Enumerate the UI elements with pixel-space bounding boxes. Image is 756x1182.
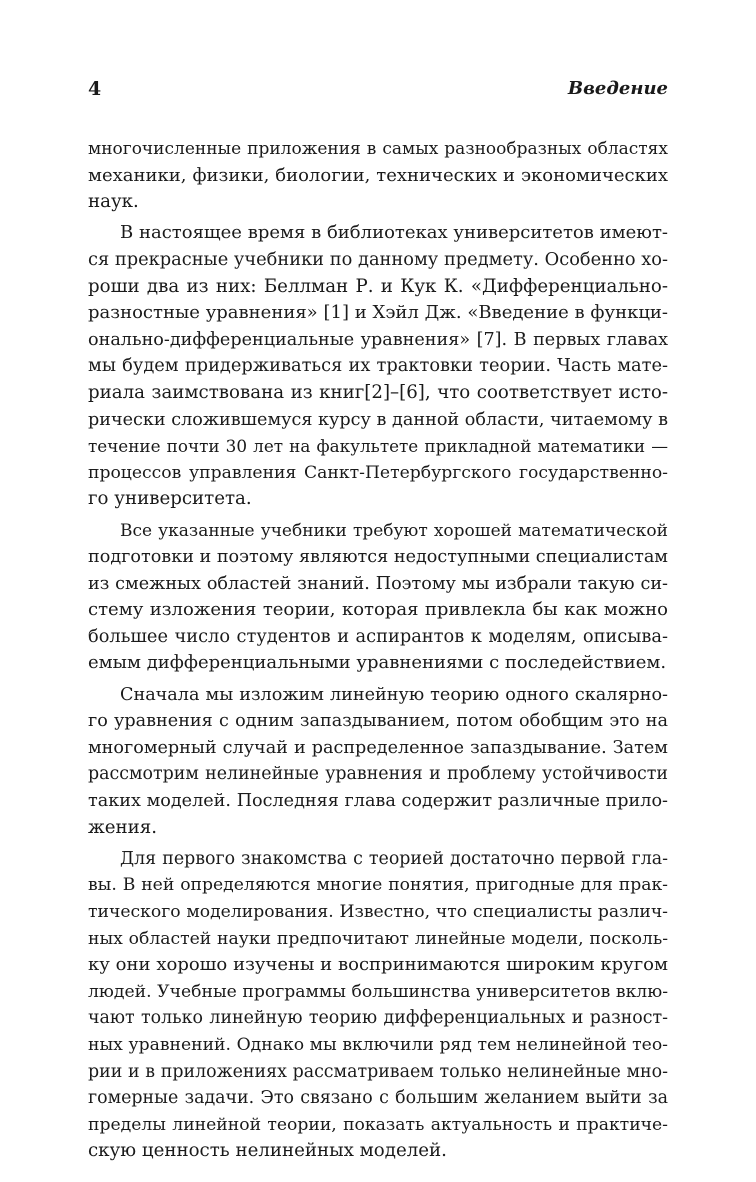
text-line: ся прекрасные учебники по данному предмету. Особенно хо- (88, 248, 668, 270)
paragraph (88, 846, 668, 1165)
text-line: чают только линейную теорию дифференциальных и разност- (88, 1008, 668, 1029)
text-line: многочисленные приложения в самых разнообразных областях (88, 139, 668, 159)
paragraph (88, 518, 668, 678)
page-number: 4 (88, 78, 102, 100)
text-line: гомерные задачи. Это связано с большим желанием выйти за (88, 1088, 668, 1109)
paragraph (88, 220, 668, 513)
text-line: вы. В ней определяются многие понятия, пригодные для прак- (88, 875, 668, 896)
text-line: рии и в приложениях рассматриваем только нелинейные мно- (88, 1061, 668, 1082)
text-line: Сначала мы изложим линейную теорию одного скалярно- (120, 684, 668, 705)
text-line: людей. Учебные программы большинства университетов вклю- (88, 981, 668, 1002)
text-line: тического моделирования. Известно, что специалисты различ- (88, 902, 668, 922)
text-line: рически сложившемуся курсу в данной области, читаемому в (88, 409, 668, 430)
text-line: течение почти 30 лет на факультете прикладной математики — (88, 436, 668, 457)
text-line: ных областей науки предпочитают линейные модели, посколь- (88, 928, 668, 949)
text-line: ных уравнений. Однако мы включили ряд тем нелинейной тео- (88, 1034, 668, 1055)
text-line: рассмотрим нелинейные уравнения и проблему устойчивости (88, 764, 668, 785)
body-text (88, 136, 668, 1165)
text-line: таких моделей. Последняя глава содержит различные прило- (88, 791, 668, 812)
paragraph (88, 136, 668, 216)
text-line: емым дифференциальными уравнениями с последействием. (88, 652, 667, 674)
text-line: разностные уравнения» [1] и Хэйл Дж. «Введение в функци- (88, 302, 668, 324)
text-line: пределы линейной теории, показать актуальность и практиче- (88, 1114, 668, 1135)
text-line: роши два из них: Беллман Р. и Кук К. «Дифференциально- (88, 275, 668, 297)
text-line: подготовки и поэтому являются недоступными специалистам (88, 547, 668, 568)
text-line: онально-дифференциальные уравнения» [7]. В первых главах (88, 329, 668, 350)
text-line: стему изложения теории, которая привлекла бы как можно (88, 599, 668, 621)
text-line: В настоящее время в библиотеках университетов имеют- (120, 222, 668, 244)
text-line: мы будем придерживаться их трактовки теории. Часть мате- (88, 355, 668, 377)
text-line: жения. (88, 816, 157, 838)
text-line: большее число студентов и аспирантов к моделям, описыва- (88, 625, 668, 647)
text-line: многомерный случай и распределенное запаздывание. Затем (88, 737, 668, 758)
paragraph (88, 682, 668, 842)
text-line: из смежных областей знаний. Поэтому мы избрали такую си- (88, 573, 668, 594)
text-line: скую ценность нелинейных моделей. (88, 1140, 447, 1162)
text-line: го уравнения с одним запаздыванием, потом обобщим это на (88, 711, 668, 732)
text-line: наук. (88, 191, 139, 213)
text-line: го университета. (88, 488, 252, 510)
section-title: Введение (567, 78, 668, 99)
text-line: Для первого знакомства с теорией достаточно первой гла- (120, 848, 668, 869)
text-line: Все указанные учебники требуют хорошей математической (120, 520, 668, 541)
text-line: ку они хорошо изучены и воспринимаются широким кругом (88, 954, 668, 976)
running-header (88, 78, 668, 104)
text-line: механики, физики, биологии, технических и экономических (88, 164, 668, 186)
text-line: риала заимствована из книг[2]–[6], что соответствует исто- (88, 381, 668, 403)
text-line: процессов управления Санкт-Петербургского государственно- (88, 462, 668, 483)
